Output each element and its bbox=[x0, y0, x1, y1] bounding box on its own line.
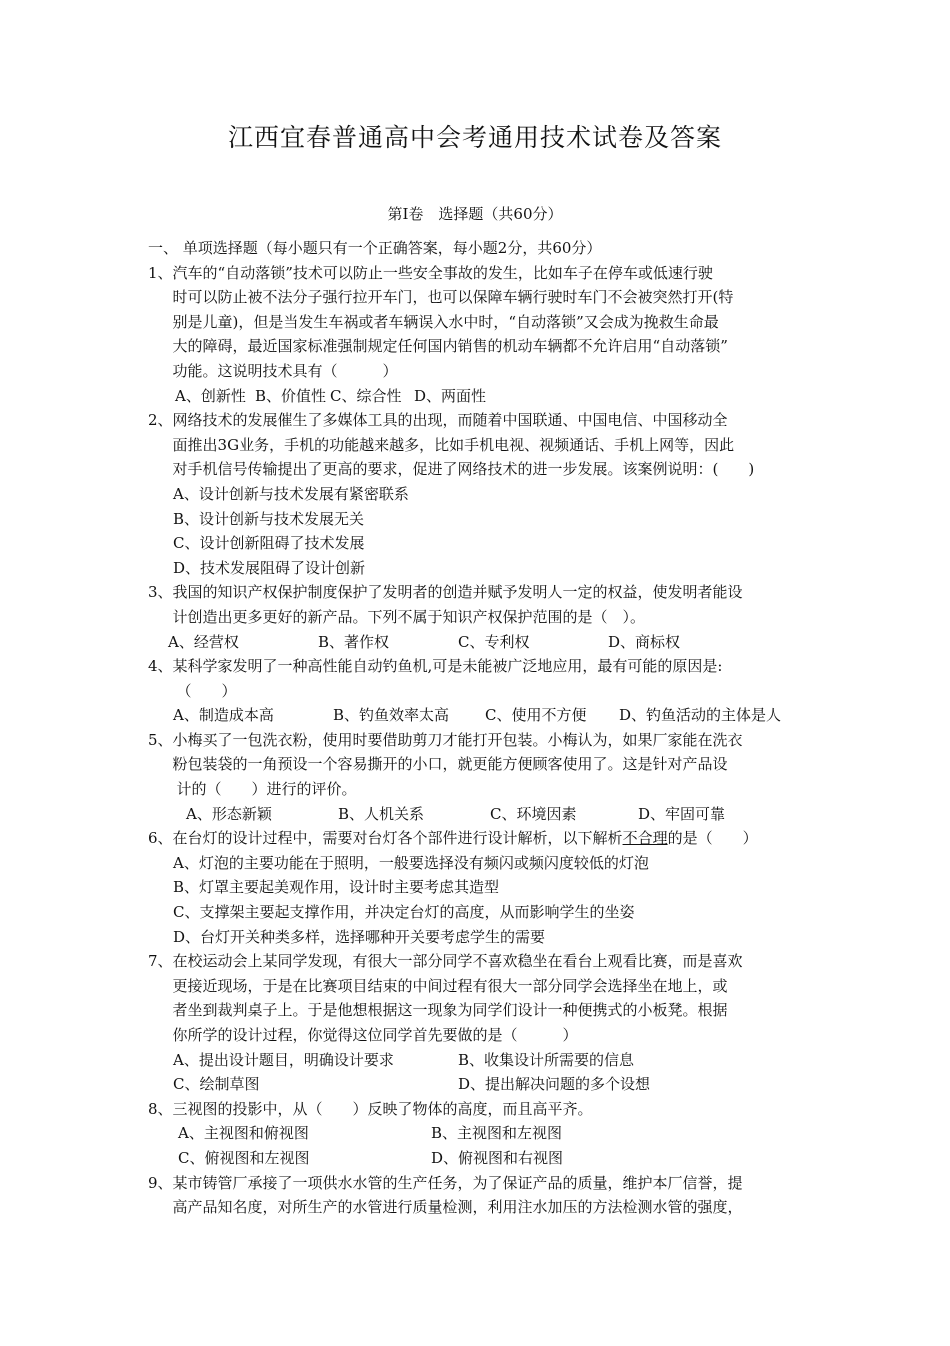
question-line: 计的（ ）进行的评价。 bbox=[176, 780, 357, 799]
option-a: A、形态新颖 bbox=[186, 804, 272, 823]
question-line: 在校运动会上某同学发现，有很大一部分同学不喜欢稳坐在看台上观看比赛，而是喜欢 bbox=[172, 952, 743, 971]
question-line: 粉包装袋的一角预设一个容易撕开的小口，就更能方便顾客使用了。这是针对产品设 bbox=[172, 755, 728, 774]
question-9 bbox=[148, 1171, 818, 1220]
question-1 bbox=[148, 261, 818, 384]
option-a: A、主视图和俯视图 bbox=[178, 1124, 309, 1143]
question-number: 4、 bbox=[148, 657, 173, 676]
option-b: B、人机关系 bbox=[338, 804, 425, 823]
question-8 bbox=[148, 1097, 818, 1122]
part-heading: 一、 单项选择题（每小题只有一个正确答案，每小题2分，共60分） bbox=[148, 239, 602, 257]
section-heading: 第Ⅰ卷 选择题（共60分） bbox=[387, 205, 563, 223]
options-row bbox=[148, 384, 818, 409]
option-a: A、创新性 bbox=[175, 386, 246, 405]
question-6 bbox=[148, 826, 818, 851]
question-text: 在台灯的设计过程中，需要对台灯各个部件进行设计解析，以下解析 bbox=[172, 829, 623, 848]
option-b: B、价值性 bbox=[255, 386, 327, 405]
question-number: 6、 bbox=[148, 829, 173, 848]
question-line: 某科学家发明了一种高性能自动钓鱼机,可是未能被广泛地应用，最有可能的原因是: bbox=[172, 657, 723, 676]
question-number: 2、 bbox=[148, 411, 173, 430]
question-line: 对手机信号传输提出了更高的要求，促进了网络技术的进一步发展。该案例说明：( ) bbox=[172, 460, 755, 479]
underlined-keyword: 不合理 bbox=[622, 829, 668, 848]
option-d: D、商标权 bbox=[608, 632, 681, 651]
question-line: 小梅买了一包洗衣粉，使用时要借助剪刀才能打开包装。小梅认为，如果厂家能在洗衣 bbox=[172, 730, 743, 749]
question-5 bbox=[148, 728, 818, 802]
option-c: C、设计创新阻碍了技术发展 bbox=[173, 534, 365, 553]
options-row bbox=[148, 1146, 818, 1171]
option-d: D、提出解决问题的多个设想 bbox=[458, 1075, 651, 1094]
question-line: （ ） bbox=[176, 681, 237, 700]
option-b: B、灯罩主要起美观作用，设计时主要考虑其造型 bbox=[173, 878, 500, 897]
question-number: 9、 bbox=[148, 1173, 173, 1192]
options-row bbox=[148, 1048, 818, 1073]
document-title: 江西宜春普通高中会考通用技术试卷及答案 bbox=[227, 123, 722, 152]
options-row bbox=[148, 703, 818, 728]
option-b: B、收集设计所需要的信息 bbox=[458, 1050, 635, 1069]
question-text: 的是（ ） bbox=[667, 829, 758, 848]
question-line: 高产品知名度，对所生产的水管进行质量检测，利用注水加压的方法检测水管的强度， bbox=[172, 1198, 743, 1217]
question-line: 别是儿童)，但是当发生车祸或者车辆误入水中时，“自动落锁”又会成为挽救生命最 bbox=[172, 312, 719, 331]
question-number: 5、 bbox=[148, 730, 173, 749]
question-line: 计创造出更多更好的新产品。下列不属于知识产权保护范围的是（ ）。 bbox=[172, 607, 646, 626]
option-a: A、制造成本高 bbox=[173, 706, 274, 725]
question-line: 你所学的设计过程，你觉得这位同学首先要做的是（ ） bbox=[172, 1026, 578, 1044]
option-d: D、台灯开关种类多样，选择哪种开关要考虑学生的需要 bbox=[173, 927, 546, 946]
question-line: 我国的知识产权保护制度保护了发明者的创造并赋予发明人一定的权益，使发明者能设 bbox=[172, 583, 743, 602]
question-number: 8、 bbox=[148, 1099, 173, 1118]
option-a: A、设计创新与技术发展有紧密联系 bbox=[173, 484, 409, 503]
option-b: B、著作权 bbox=[318, 632, 390, 651]
option-c: C、俯视图和左视图 bbox=[178, 1148, 310, 1167]
option-d: D、牢固可靠 bbox=[638, 804, 726, 823]
options-row bbox=[148, 630, 818, 655]
question-3 bbox=[148, 580, 818, 629]
option-d: D、技术发展阻碍了设计创新 bbox=[173, 558, 366, 577]
option-b: B、主视图和左视图 bbox=[431, 1124, 563, 1143]
options-row bbox=[148, 1121, 818, 1146]
question-2 bbox=[148, 408, 818, 482]
option-a: A、灯泡的主要功能在于照明，一般要选择没有频闪或频闪度较低的灯泡 bbox=[173, 853, 649, 872]
option-d: D、两面性 bbox=[414, 386, 487, 405]
option-c: C、专利权 bbox=[458, 632, 530, 651]
question-line: 网络技术的发展催生了多媒体工具的出现，而随着中国联通、中国电信、中国移动全 bbox=[172, 411, 728, 430]
question-line: 汽车的“自动落锁”技术可以防止一些安全事故的发生，比如车子在停车或低速行驶 bbox=[172, 263, 713, 282]
question-line bbox=[173, 826, 818, 851]
option-c: C、环境因素 bbox=[490, 804, 577, 823]
question-line: 某市铸管厂承接了一项供水水管的生产任务，为了保证产品的质量，维护本厂信誉，提 bbox=[172, 1173, 743, 1192]
option-c: C、支撑架主要起支撑作用，并决定台灯的高度，从而影响学生的坐姿 bbox=[173, 903, 635, 922]
question-line: 者坐到裁判桌子上。于是他想根据这一现象为同学们设计一种便携式的小板凳。根据 bbox=[172, 1001, 728, 1020]
option-b: B、钓鱼效率太高 bbox=[333, 706, 450, 725]
question-4 bbox=[148, 654, 818, 703]
option-c: C、综合性 bbox=[330, 386, 402, 405]
question-line: 时可以防止被不法分子强行拉开车门，也可以保障车辆行驶时车门不会被突然打开(特 bbox=[172, 288, 734, 307]
question-number: 7、 bbox=[148, 952, 173, 971]
option-a: A、经营权 bbox=[168, 632, 239, 651]
option-d: D、钓鱼活动的主体是人 bbox=[619, 706, 782, 725]
question-7 bbox=[148, 949, 818, 1047]
question-line: 面推出3G业务，手机的功能越来越多，比如手机电视、视频通话、手机上网等，因此 bbox=[172, 435, 735, 454]
option-d: D、俯视图和右视图 bbox=[431, 1148, 564, 1167]
question-line: 功能。这说明技术具有（ ） bbox=[172, 361, 398, 380]
options-row bbox=[148, 802, 818, 827]
option-b: B、设计创新与技术发展无关 bbox=[173, 509, 365, 528]
question-number: 1、 bbox=[148, 263, 173, 282]
options-row bbox=[148, 1072, 818, 1097]
question-line: 更接近现场，于是在比赛项目结束的中间过程有很大一部分同学会选择坐在地上，或 bbox=[172, 976, 728, 995]
option-c: C、使用不方便 bbox=[485, 706, 587, 725]
question-line: 三视图的投影中，从（ ）反映了物体的高度，而且高平齐。 bbox=[172, 1099, 593, 1118]
option-c: C、绘制草图 bbox=[173, 1075, 260, 1094]
question-body bbox=[148, 236, 818, 1220]
question-number: 3、 bbox=[148, 583, 173, 602]
question-line: 大的障碍，最近国家标准强制规定任何国内销售的机动车辆都不允许启用“自动落锁” bbox=[172, 337, 728, 356]
option-a: A、提出设计题目，明确设计要求 bbox=[173, 1050, 394, 1069]
